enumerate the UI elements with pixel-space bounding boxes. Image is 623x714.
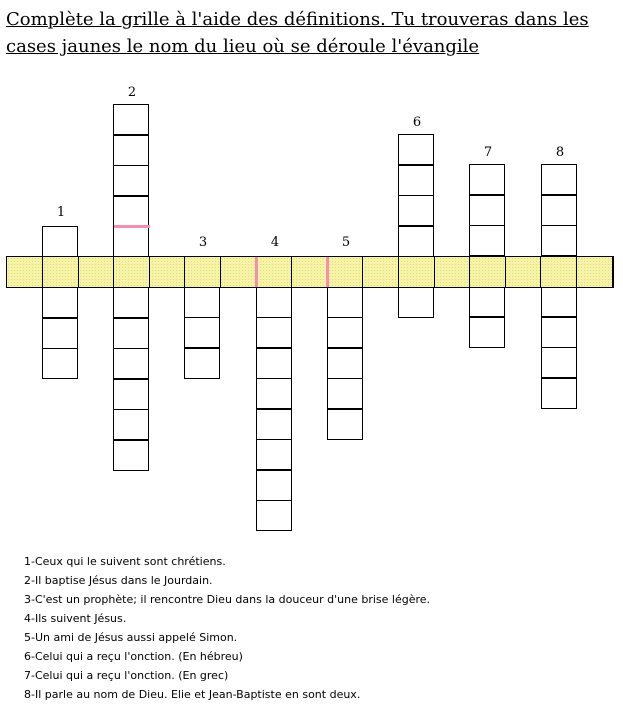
highlight-cell-border	[113, 257, 114, 287]
pink-divider	[114, 225, 150, 228]
instructions-line-1: Complète la grille à l'aide des définitions. Tu trouveras dans les	[6, 9, 589, 30]
crossword-cell[interactable]	[184, 287, 220, 318]
crossword-cell[interactable]	[469, 195, 505, 226]
crossword-cell[interactable]	[398, 287, 434, 318]
clue-number-6: 6	[412, 115, 422, 130]
highlight-cell-border	[576, 257, 577, 287]
definitions-list	[24, 552, 430, 704]
highlight-cell-border	[42, 257, 43, 287]
clue-number-4: 4	[270, 235, 280, 250]
crossword-cell[interactable]	[256, 439, 292, 470]
crossword-cell[interactable]	[113, 135, 149, 166]
crossword-cell[interactable]	[327, 317, 363, 348]
instructions-line-2: cases jaunes le nom du lieu où se déroule l'évangile	[6, 36, 480, 57]
crossword-cell[interactable]	[256, 500, 292, 531]
crossword-cell[interactable]	[398, 134, 434, 165]
crossword-cell[interactable]	[541, 378, 577, 409]
definition-item: 2-Il baptise Jésus dans le Jourdain.	[24, 574, 213, 587]
definition-item: 3-C'est un prophète; il rencontre Dieu dans la douceur d'une brise légère.	[24, 593, 431, 606]
definition-item: 7-Celui qui a reçu l'onction. (En grec)	[24, 669, 229, 682]
clue-number-7: 7	[483, 145, 493, 160]
highlight-cell-border	[291, 257, 292, 287]
crossword-cell[interactable]	[541, 347, 577, 378]
crossword-cell[interactable]	[541, 164, 577, 195]
crossword-cell[interactable]	[256, 317, 292, 348]
crossword-cell[interactable]	[113, 440, 149, 471]
crossword-cell[interactable]	[541, 225, 577, 256]
highlight-cell-border	[398, 257, 399, 287]
instructions-title	[6, 6, 606, 60]
crossword-cell[interactable]	[113, 104, 149, 135]
crossword-cell[interactable]	[113, 165, 149, 196]
crossword-cell[interactable]	[327, 378, 363, 409]
crossword-cell[interactable]	[113, 318, 149, 349]
definition-item: 5-Un ami de Jésus aussi appelé Simon.	[24, 631, 238, 644]
clue-number-3: 3	[198, 235, 208, 250]
highlight-cell-border	[612, 257, 613, 287]
highlight-cell-border	[184, 257, 185, 287]
definition-item: 1-Ceux qui le suivent sont chrétiens.	[24, 555, 226, 568]
highlight-cell-border	[469, 257, 470, 287]
crossword-cell[interactable]	[541, 286, 577, 317]
highlighted-row	[6, 256, 614, 288]
crossword-cell[interactable]	[256, 348, 292, 379]
highlight-cell-border	[540, 257, 541, 287]
highlight-cell-border	[505, 257, 506, 287]
clue-number-5: 5	[341, 235, 351, 250]
crossword-cell[interactable]	[327, 348, 363, 379]
pink-divider	[326, 257, 329, 287]
highlight-cell-border	[362, 257, 363, 287]
clue-number-2: 2	[127, 85, 137, 100]
crossword-cell[interactable]	[256, 409, 292, 440]
crossword-cell[interactable]	[113, 409, 149, 440]
crossword-cell[interactable]	[327, 409, 363, 440]
crossword-cell[interactable]	[113, 348, 149, 379]
crossword-cell[interactable]	[398, 165, 434, 196]
crossword-cell[interactable]	[469, 225, 505, 256]
crossword-cell[interactable]	[42, 226, 78, 257]
definition-item: 8-Il parle au nom de Dieu. Elie et Jean-Baptiste en sont deux.	[24, 688, 361, 701]
definition-item: 6-Celui qui a reçu l'onction. (En hébreu)	[24, 650, 243, 663]
crossword-cell[interactable]	[113, 196, 149, 227]
highlight-cell-border	[220, 257, 221, 287]
highlight-cell-border	[434, 257, 435, 287]
crossword-cell[interactable]	[113, 226, 149, 257]
crossword-cell[interactable]	[398, 226, 434, 257]
crossword-cell[interactable]	[541, 195, 577, 226]
crossword-cell[interactable]	[113, 287, 149, 318]
crossword-cell[interactable]	[256, 287, 292, 318]
crossword-cell[interactable]	[256, 470, 292, 501]
crossword-cell[interactable]	[184, 348, 220, 379]
crossword-cell[interactable]	[184, 317, 220, 348]
crossword-cell[interactable]	[42, 287, 78, 318]
crossword-cell[interactable]	[541, 317, 577, 348]
clue-number-1: 1	[56, 205, 66, 220]
crossword-cell[interactable]	[469, 286, 505, 317]
pink-divider	[255, 257, 258, 287]
definition-item: 4-Ils suivent Jésus.	[24, 612, 127, 625]
clue-number-8: 8	[555, 145, 565, 160]
crossword-cell[interactable]	[113, 379, 149, 410]
crossword-cell[interactable]	[398, 195, 434, 226]
crossword-cell[interactable]	[469, 164, 505, 195]
highlight-cell-border	[149, 257, 150, 287]
crossword-cell[interactable]	[327, 287, 363, 318]
crossword-cell[interactable]	[256, 378, 292, 409]
crossword-cell[interactable]	[469, 317, 505, 348]
highlight-cell-border	[78, 257, 79, 287]
crossword-cell[interactable]	[42, 348, 78, 379]
crossword-cell[interactable]	[42, 318, 78, 349]
